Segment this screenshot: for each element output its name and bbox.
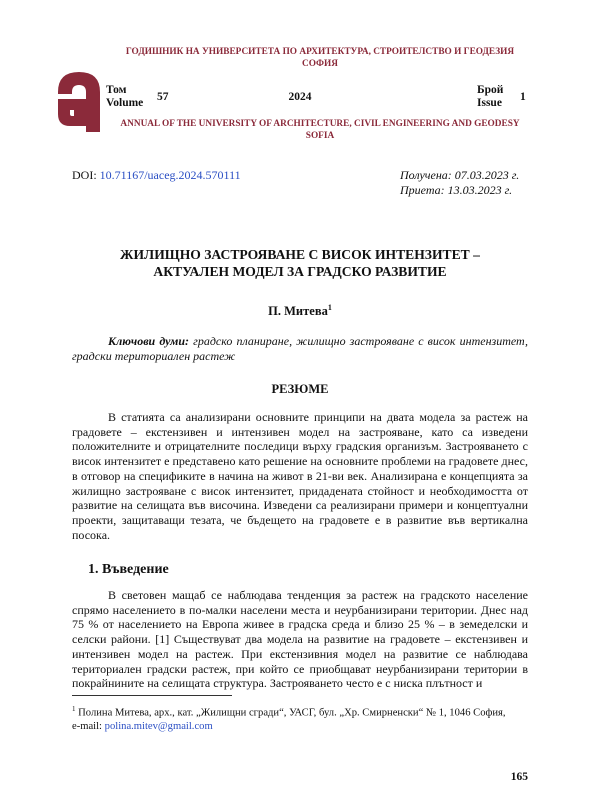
keywords-label: Ключови думи: [108,334,190,348]
doi-link[interactable]: 10.71167/uaceg.2024.570111 [99,168,241,182]
doi-line [72,168,241,183]
abstract-heading: РЕЗЮМЕ [271,382,329,396]
keywords [72,334,528,364]
author [72,303,528,319]
journal-city-bg: СОФИЯ [302,59,338,69]
article-title: ЖИЛИЩНО ЗАСТРОЯВАНЕ С ВИСОК ИНТЕНЗИТЕТ – АКТУАЛЕН МОДЕЛ ЗА ГРАДСКО РАЗВИТИЕ [120,247,480,279]
email-link[interactable]: polina.mitev@gmail.com [104,721,213,733]
journal-name-en: ANNUAL OF THE UNIVERSITY OF ARCHITECTURE, CIVIL ENGINEERING AND GEODESY [120,119,520,129]
year: 2024 [288,91,312,103]
article-dates [400,168,519,198]
footnote [72,703,528,734]
volume-value: 57 [157,91,169,103]
received-date: Получена: 07.03.2023 г. [400,168,520,182]
issue-label: Брой Issue [477,84,504,109]
author-footnote-marker: 1 [327,303,332,312]
journal-name-bg: ГОДИШНИК НА УНИВЕРСИТЕТА ПО АРХИТЕКТУРА, СТРОИТЕЛСТВО И ГЕОДЕЗИЯ [125,47,515,57]
email-label: e-mail: [72,721,103,733]
footnote-text: Полина Митева, арх., кат. „Жилищни сгради“, УАСГ, бул. „Хр. Смирненски“ № 1, 1046 София, [78,707,506,719]
intro-paragraph: В световен мащаб се наблюдава тенденция за растеж на градското население спрямо населението в по-малки населени места и неурбанизирани територии. Днес над 75 % от населението на Европа живее в градска среда и близо 25 % – в земеделски и селски райони. [1] Съществуват два модела на развитие на градовете – екстензивен и интензивен модел на растеж. При екстензивния модел на развитие се наблюдава териториален градски растеж, при който се приобщават неурбанизирани територии в покрайнините на селищата структура. Застрояването често е с ниска плътност и [72,588,528,691]
accepted-date: Приета: 13.03.2023 г. [400,183,513,197]
footnote-divider [72,695,232,696]
section-heading: 1. Въведение [88,562,169,577]
abstract-paragraph: В статията са анализирани основните принципи на двата модела за растеж на градовете – екстензивен и интензивен модел на застрояване, като са изведени положителните и отрицателните последици върху градския организъм. Застрояването с висок интензитет е представено като решение на основните проблеми на градовете днес, в отговор на спецификите в начина на живот в 21-ви век. Анализирана е концепцията за жилищно застрояване с висок интензитет, придадената стойност и необходимостта от развитие на селищата във височина. Изведени са реализирани примери и концептуални проекти, защитаващи тезата, че бъдещето на градовете е в развитие във вертикална посока. [72,410,528,542]
journal-header-en [95,118,545,142]
page-number: 165 [510,771,528,783]
keywords-text: градско планиране, жилищно застрояване с висок интензитет, градски териториален растеж [72,334,528,363]
volume-label: Том Volume [106,84,144,109]
author-name: П. Митева [268,304,328,319]
issue-value: 1 [520,91,526,103]
university-logo-icon [58,72,100,132]
footnote-marker: 1 [72,705,76,713]
journal-city-en: SOFIA [305,131,335,141]
journal-header-bg [95,46,545,70]
doi-label: DOI: [72,168,97,182]
